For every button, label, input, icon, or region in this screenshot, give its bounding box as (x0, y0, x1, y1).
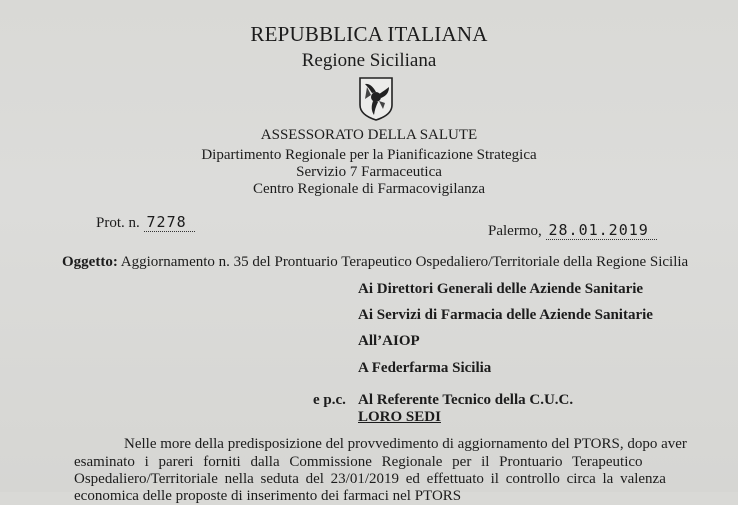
body-paragraph-line: esaminato i pareri forniti dalla Commissione Regionale per il Prontuario Terapeutico (74, 454, 643, 470)
subject-line (62, 254, 688, 271)
body-paragraph-line: Nelle more della predisposizione del provvedimento di aggiornamento del PTORS, dopo aver (124, 436, 687, 452)
loro-sedi: LORO SEDI (358, 409, 441, 425)
protocol-line (96, 213, 195, 232)
cc-label: e p.c. (313, 392, 346, 408)
letterhead-region: Regione Siciliana (301, 50, 437, 71)
cc-recipient: Al Referente Tecnico della C.U.C. (358, 392, 574, 408)
body-paragraph-line: economica delle proposte di inserimento dei farmaci nel PTORS (74, 488, 462, 504)
department-name: Dipartimento Regionale per la Pianificazione Strategica (201, 147, 537, 163)
recipient-item: A Federfarma Sicilia (358, 360, 492, 376)
place-label: Palermo, (488, 223, 542, 239)
department-service: Servizio 7 Farmaceutica (296, 164, 442, 180)
recipient-item: All’AIOP (358, 333, 420, 349)
subject-text: Aggiornamento n. 35 del Prontuario Terapeutico Ospedaliero/Territoriale della Regione Sicilia (120, 254, 689, 270)
trinacria-emblem-icon (357, 75, 395, 121)
recipient-item: Ai Direttori Generali delle Aziende Sanitarie (358, 281, 644, 297)
department-center: Centro Regionale di Farmacovigilanza (252, 181, 485, 197)
letterhead-title: REPUBBLICA ITALIANA (250, 22, 488, 46)
protocol-label: Prot. n. (96, 215, 140, 231)
department-assessorato: ASSESSORATO DELLA SALUTE (260, 127, 478, 143)
place-date-line (488, 221, 657, 240)
handwritten-date: 28.01.2019 (546, 221, 657, 240)
body-paragraph-line: Ospedaliero/Territoriale nella seduta del 23/01/2019 ed effettuato il controllo circa la valenza (74, 471, 666, 487)
protocol-number: 7278 (144, 213, 195, 232)
recipient-item: Ai Servizi di Farmacia delle Aziende Sanitarie (358, 307, 653, 323)
subject-label: Oggetto: (62, 254, 118, 270)
